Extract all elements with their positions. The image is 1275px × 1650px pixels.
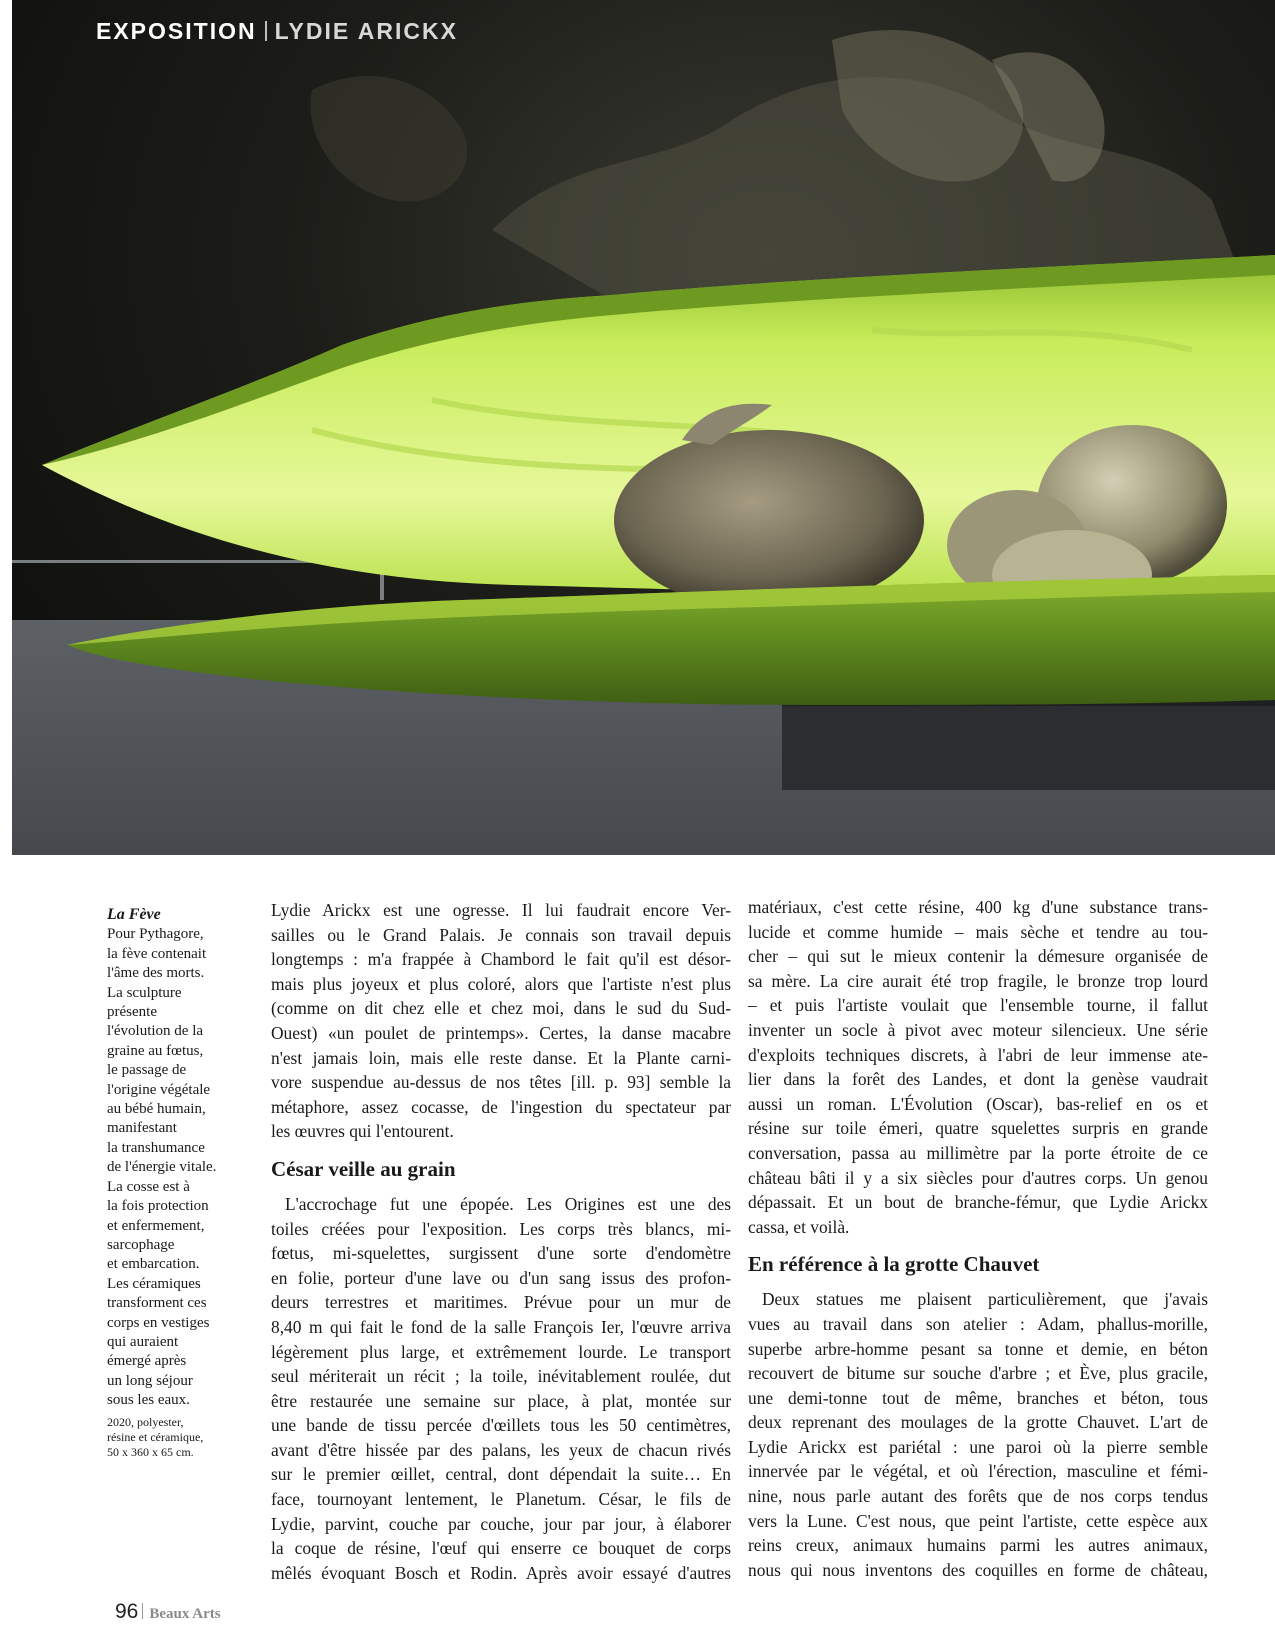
text-line: longtemps : m'a frappée à Chambord le fait qu'il est désor- — [271, 949, 731, 970]
text-line: face, tournoyant lentement, le Planetum. César, le fils de — [271, 1489, 731, 1510]
text-line: fœtus, mi-squelettes, surgissent d'une sorte d'endomètre — [271, 1243, 731, 1264]
text-line: avant d'être hissée par des palans, les yeux de chacun rivés — [271, 1439, 731, 1460]
caption-meta-line: résine et céramique, — [107, 1429, 204, 1444]
column1-body — [271, 1192, 731, 1586]
caption-line: manifestant — [107, 1120, 177, 1137]
text-line: lucide et comme humide – mais sèche et tendre au tou- — [748, 921, 1208, 942]
text-line: aussi un roman. L'Évolution (Oscar), bas-relief en os et — [748, 1093, 1208, 1114]
caption-line: la fève contenait — [107, 945, 207, 962]
caption-line: de l'énergie vitale. — [107, 1159, 217, 1176]
caption-line: Les céramiques — [107, 1275, 201, 1292]
text-line: mêlés évoquant Bosch et Rodin. Après avoir essayé d'autres — [271, 1562, 731, 1583]
footer-divider — [142, 1603, 143, 1619]
text-line: seul mériterait un récit ; la toile, inévitablement roulée, dut — [271, 1366, 731, 1387]
caption-line: corps en vestiges — [107, 1314, 210, 1331]
text-line: Lydie Arickx est pariétal : une paroi où la pierre semble — [748, 1436, 1208, 1457]
caption-line: qui auraient — [107, 1333, 179, 1350]
text-line: 8,40 m qui fait le fond de la salle François Ier, l'œuvre arriva — [271, 1316, 731, 1337]
text-line: Ouest) «un poulet de printemps». Certes, la danse macabre — [271, 1022, 731, 1043]
caption-line: le passage de — [107, 1062, 187, 1079]
caption-line: sarcophage — [107, 1236, 175, 1253]
caption-line: l'âme des morts. — [107, 965, 205, 982]
section-header — [96, 18, 458, 45]
text-line: la coque de résine, l'œuf qui enserre ce bouquet de corps — [271, 1538, 731, 1559]
caption-line: graine au fœtus, — [107, 1042, 204, 1059]
hero-photo — [12, 0, 1275, 855]
caption-line: un long séjour — [107, 1372, 193, 1389]
text-line: sur le premier œillet, central, dont dépendait la suite… En — [271, 1464, 731, 1485]
text-line: Lydie Arickx est une ogresse. Il lui faudrait encore Ver- — [271, 900, 731, 920]
caption-line: sous les eaux. — [107, 1392, 190, 1409]
article-column-1 — [271, 898, 731, 1585]
text-line: superbe arbre-homme pesant sa tonne et demie, en béton — [748, 1338, 1208, 1359]
caption-line: la transhumance — [107, 1139, 205, 1156]
page-footer — [115, 1600, 221, 1624]
text-line: une demi-tonne tout de même, branches et béton, tous — [748, 1387, 1208, 1408]
caption-line: et embarcation. — [107, 1256, 200, 1273]
caption-line: l'origine végétale — [107, 1081, 211, 1098]
caption-line: La cosse est à — [107, 1178, 190, 1195]
caption-line: au bébé humain, — [107, 1101, 206, 1118]
column2-intro — [748, 895, 1208, 1239]
text-line: toiles créées pour l'exposition. Les corps très blancs, mi- — [271, 1218, 731, 1239]
text-line: vers la Lune. C'est nous, que peint l'artiste, cette espèce aux — [748, 1510, 1208, 1531]
text-line: nous qui nous inventons des coquilles en forme de château, — [748, 1559, 1208, 1580]
text-line: deurs terrestres et maritimes. Prévue pour un mur de — [271, 1292, 731, 1313]
text-line: sa mère. La cire aurait été trop fragile, le bronze trop lourd — [748, 970, 1208, 991]
page-number: 96 — [115, 1600, 139, 1623]
caption-line: Pour Pythagore, — [107, 926, 204, 943]
text-line: métaphore, assez cocasse, de l'ingestion du spectateur par — [271, 1096, 731, 1117]
section-label: EXPOSITION — [96, 18, 257, 44]
text-line: mais plus joyeux et plus coloré, alors que l'artiste n'est plus — [271, 973, 731, 994]
text-line: Deux statues me plaisent particulièrement, que j'avais — [762, 1289, 1208, 1310]
caption-title: La Fève — [107, 906, 161, 923]
text-line: reins creux, animaux humains parmi les autres animaux, — [748, 1535, 1208, 1556]
column2-body — [748, 1287, 1208, 1582]
text-line: cassa, et voilà. — [748, 1216, 850, 1237]
caption-meta-line: 50 x 360 x 65 cm. — [107, 1444, 194, 1459]
caption-credits — [107, 1415, 247, 1460]
text-line: cher – qui sut le mieux contenir la démesure organisée de — [748, 946, 1208, 967]
text-line: vues au travail dans son atelier : Adam, phallus-morille, — [748, 1313, 1208, 1334]
text-line: deux reprenant des moulages de la grotte Chauvet. L'art de — [748, 1412, 1208, 1433]
caption-line: et enfermement, — [107, 1217, 205, 1234]
photo-caption — [107, 905, 247, 1460]
text-line: Lydie, parvint, couche par couche, jour par jour, à élaborer — [271, 1513, 731, 1534]
text-line: nine, nous parle autant des forêts que de nos corps tendus — [748, 1486, 1208, 1507]
text-line: innervée par le végétal, et où l'érection, masculine et fémi- — [748, 1461, 1208, 1482]
caption-line: transforment ces — [107, 1295, 207, 1312]
column1-intro — [271, 898, 731, 1144]
text-line: n'est jamais loin, mais elle reste danse. Et la Plante carni- — [271, 1047, 731, 1068]
sculpture-illustration — [12, 0, 1275, 855]
magazine-name: Beaux Arts — [149, 1606, 221, 1622]
article-column-2 — [748, 895, 1208, 1582]
text-line: une bande de tissu percée d'œillets tous les 50 centimètres, — [271, 1415, 731, 1436]
text-line: dépassait. Et un bout de branche-fémur, que Lydie Arickx — [748, 1192, 1208, 1213]
text-line: château bâti il y a six siècles pour d'autres corps. Un genou — [748, 1167, 1208, 1188]
text-line: (comme on dit chez elle et chez moi, dans le sud du Sud- — [271, 998, 731, 1019]
caption-line: la fois protection — [107, 1198, 209, 1215]
subject-label: LYDIE ARICKX — [274, 18, 458, 44]
text-line: vore suspendue au-dessus de nos têtes [ill. p. 93] semble la — [271, 1072, 731, 1093]
text-line: d'exploits techniques discrets, à l'abri de leur immense ate- — [748, 1044, 1208, 1065]
text-line: lier dans la forêt des Landes, et dont la genèse vaudrait — [748, 1069, 1208, 1090]
text-line: matériaux, c'est cette résine, 400 kg d'une substance trans- — [748, 897, 1208, 917]
text-line: conversation, passa au millimètre par la porte étroite de ce — [748, 1142, 1208, 1163]
subheading-chauvet: En référence à la grotte Chauvet — [748, 1252, 1040, 1277]
subheading-cesar: César veille au grain — [271, 1156, 456, 1181]
text-line: – et puis l'artiste voulait que l'ensemble tourne, il fallut — [748, 995, 1208, 1016]
text-line: sailles ou le Grand Palais. Je connais son travail depuis — [271, 924, 731, 945]
text-line: L'accrochage fut une épopée. Les Origines est une des — [285, 1193, 731, 1214]
text-line: résine sur toile émeri, quatre squelettes surpris en grande — [748, 1118, 1208, 1139]
caption-line: l'évolution de la — [107, 1023, 204, 1040]
caption-line: présente — [107, 1004, 157, 1021]
caption-text — [107, 925, 247, 1410]
text-line: les œuvres qui l'entourent. — [271, 1121, 454, 1142]
text-line: légèrement plus large, et extrêmement lourde. Le transport — [271, 1341, 731, 1362]
header-divider — [265, 21, 267, 41]
text-line: inventer un socle à pivot avec moteur silencieux. Une série — [748, 1019, 1208, 1040]
text-line: recouvert de bitume sur souche d'arbre ; et Ève, plus gracile, — [748, 1363, 1208, 1384]
text-line: en folie, porteur d'une lave ou d'un sang issus des profon- — [271, 1267, 731, 1288]
caption-meta-line: 2020, polyester, — [107, 1414, 184, 1429]
caption-line: émergé après — [107, 1353, 187, 1370]
text-line: être restaurée une semaine sur place, à plat, montée sur — [271, 1390, 731, 1411]
caption-line: La sculpture — [107, 984, 182, 1001]
